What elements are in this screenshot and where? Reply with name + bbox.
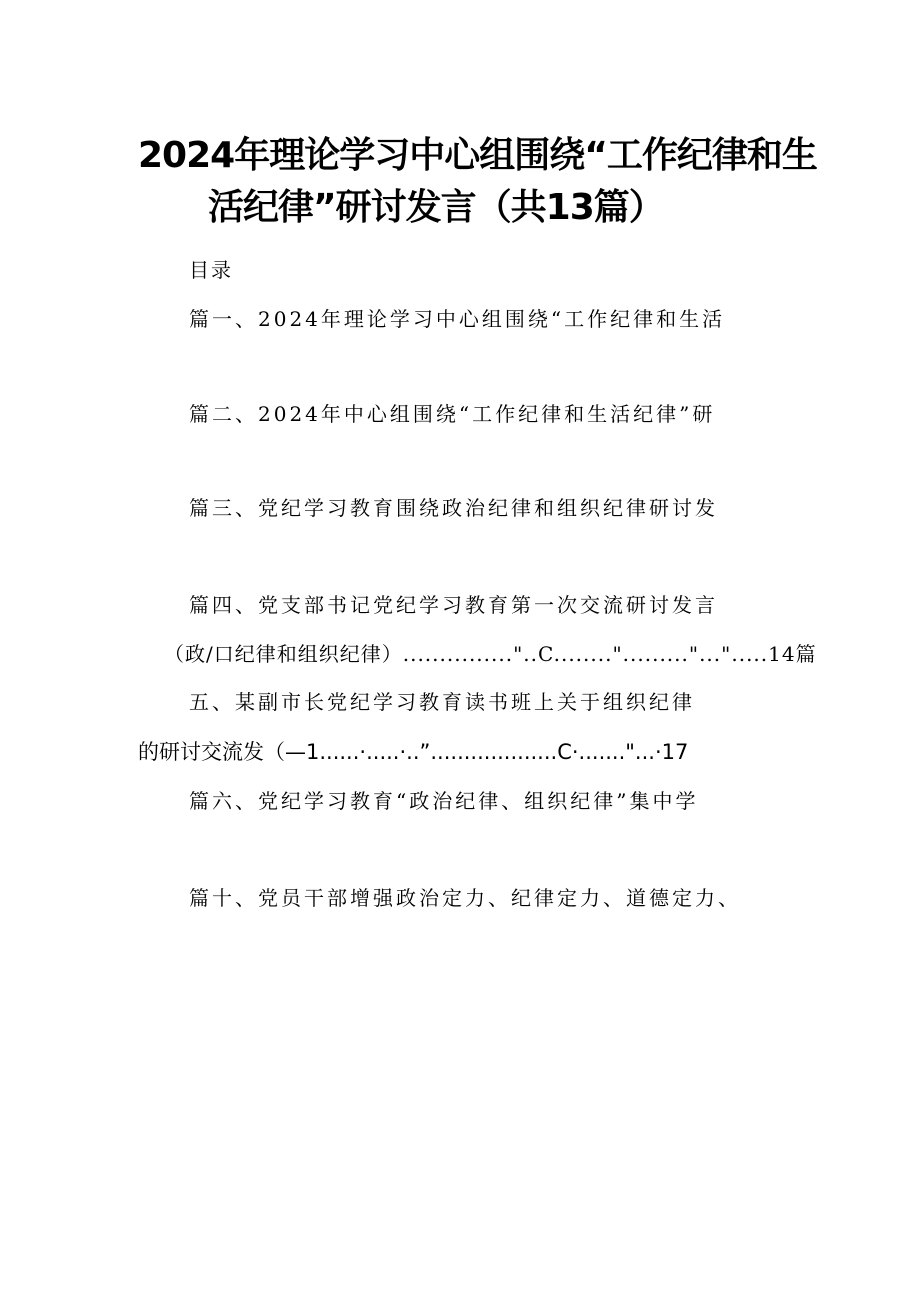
toc-entry-4: 篇四、党支部书记党纪学习教育第一次交流研讨发言: [189, 593, 718, 617]
document-title-line-2: 活纪律”研讨发言（共13篇）: [208, 187, 664, 228]
toc-entry-4-continued: （政/口纪律和组织纪律）..............."..C........"........."...".....14篇: [164, 642, 817, 666]
toc-entry-6: 篇六、党纪学习教育“政治纪律、组织纪律”集中学: [189, 789, 699, 813]
toc-entry-7: 篇十、党员干部增强政治定力、纪律定力、道德定力、: [189, 886, 741, 910]
toc-entry-5-continued: 的研讨交流发（—1......·.....·..”...................C·......."...·17: [138, 740, 689, 764]
toc-entry-3: 篇三、党纪学习教育围绕政治纪律和组织纪律研讨发: [189, 496, 718, 520]
toc-label: 目录: [189, 258, 233, 282]
toc-entry-5: 五、某副市长党纪学习教育读书班上关于组织纪律: [189, 690, 695, 714]
toc-entry-2: 篇二、2024年中心组围绕“工作纪律和生活纪律”研: [189, 402, 716, 426]
document-title-line-1: 2024年理论学习中心组围绕“工作纪律和生: [138, 135, 817, 176]
toc-entry-1: 篇一、2024年理论学习中心组围绕“工作纪律和生活: [189, 307, 726, 331]
